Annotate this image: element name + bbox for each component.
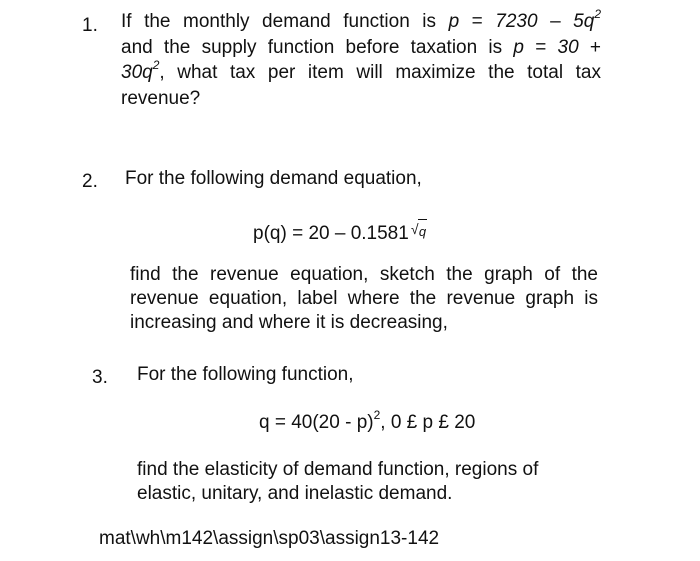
p1-minus: – <box>537 11 574 32</box>
p1-equals-2: = <box>523 37 558 58</box>
p1-term-3: 30q <box>121 62 153 83</box>
problem-1-line-3 <box>121 57 601 84</box>
p3-exp: 2 <box>373 407 381 422</box>
problem-2-text-line-3: increasing and where it is decreasing, <box>130 312 448 333</box>
p1-exp-3: 2 <box>152 57 160 72</box>
problem-1-line-4 <box>121 87 200 110</box>
p2-radicand: q <box>418 219 427 243</box>
problem-3-number: 3. <box>92 367 108 388</box>
problem-3-intro: For the following function, <box>137 364 354 385</box>
p1-text-3: , what tax per item will maximize the total tax <box>159 62 601 83</box>
square-root-icon <box>411 219 427 243</box>
problem-2-number: 2. <box>82 171 98 192</box>
p1-term: 5q <box>573 11 595 32</box>
p1-var-p-2: p <box>513 37 524 58</box>
problem-2-intro: For the following demand equation, <box>125 168 422 189</box>
p1-exp: 2 <box>594 6 601 21</box>
p3-equation-text: q = 40(20 - p) <box>259 412 374 433</box>
problem-1-line-2 <box>121 36 601 59</box>
p3-domain: , 0 £ p £ 20 <box>380 412 476 433</box>
file-path-footer: mat\wh\m142\assign\sp03\assign13-142 <box>99 528 440 549</box>
problem-3-text-line-1: find the elasticity of demand function, regions of <box>137 459 539 480</box>
problem-2-equation <box>253 219 427 245</box>
problem-3-text-line-2: elastic, unitary, and inelastic demand. <box>137 483 453 504</box>
problem-2-text-line-1: find the revenue equation, sketch the graph of the <box>130 264 598 285</box>
problem-3-equation <box>259 407 476 434</box>
p1-text: If the monthly demand function is <box>121 11 449 32</box>
p1-text-2: and the supply function before taxation is <box>121 37 514 58</box>
problem-1-line-1 <box>121 6 601 33</box>
problem-2-text-line-2: revenue equation, label where the revenue graph is <box>130 288 598 309</box>
p1-plus: + <box>578 37 602 58</box>
p1-var-p: p <box>448 11 460 32</box>
p1-text-4: revenue? <box>121 88 201 109</box>
p2-equation-text: p(q) = 20 – 0.1581 <box>253 223 409 244</box>
p1-const-2: 30 <box>557 37 579 58</box>
problem-1-number: 1. <box>82 15 98 36</box>
p1-const: 7230 <box>495 11 538 32</box>
p1-equals: = <box>459 11 496 32</box>
